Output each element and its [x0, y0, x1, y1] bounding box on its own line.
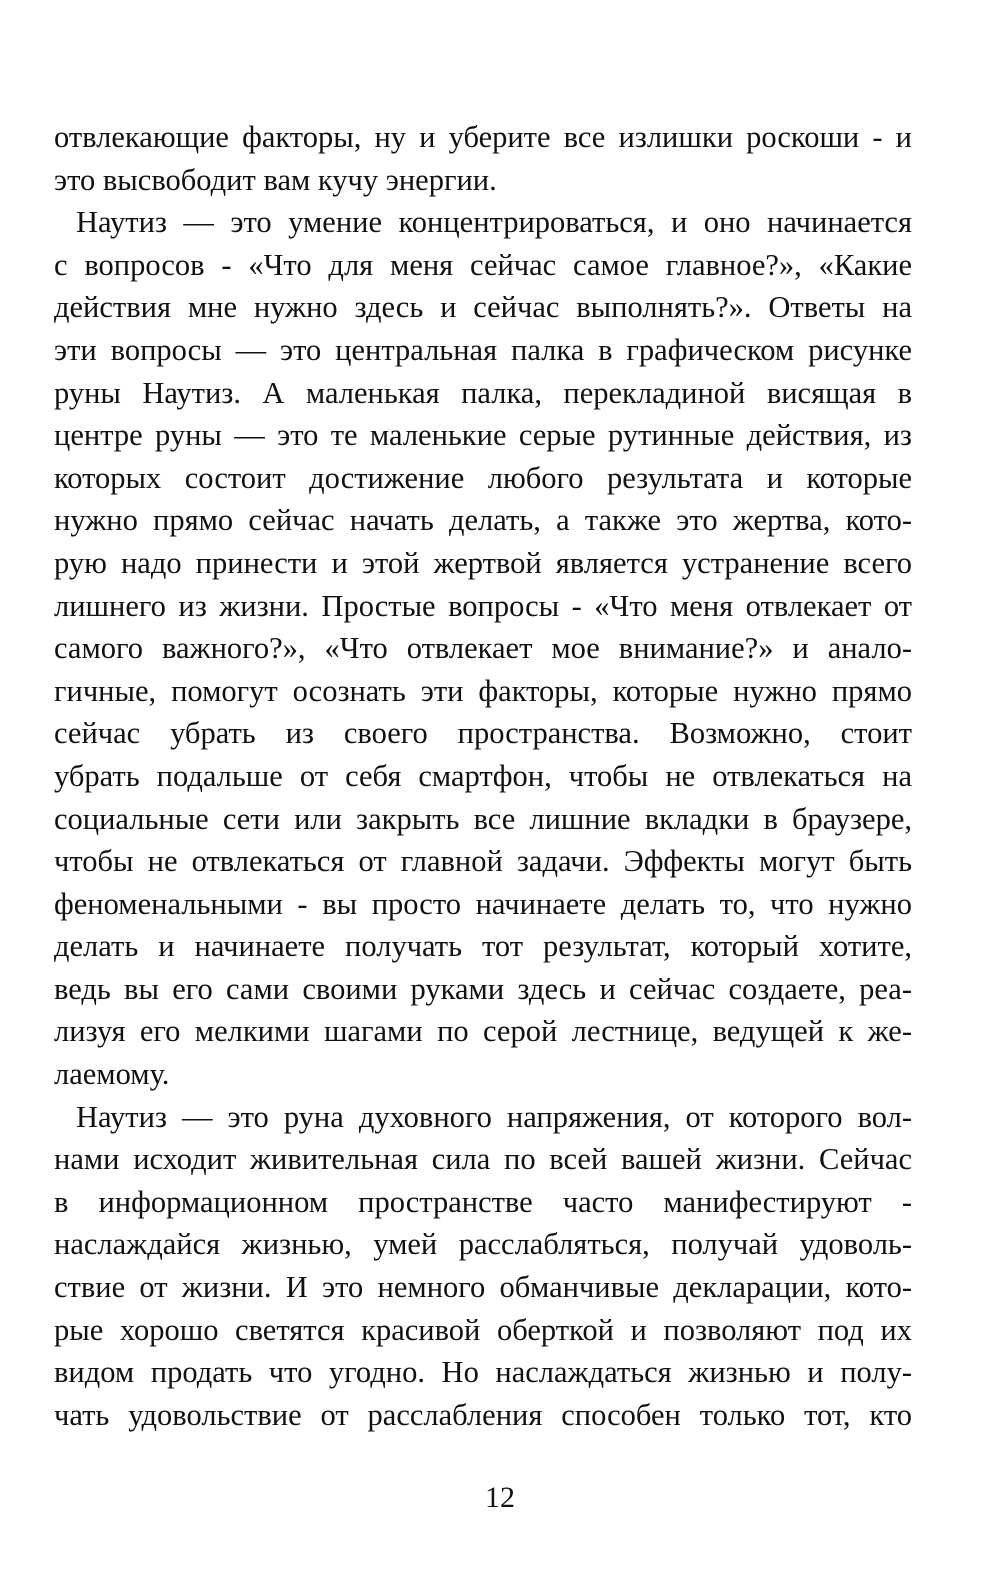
text-line: убрать подальше от себя смартфон, чтобы не отвлекаться на — [54, 758, 912, 793]
text-line: гичные, помогут осознать эти факторы, которые нужно прямо — [54, 673, 912, 708]
text-line: отвлекающие факторы, ну и уберите все излишки роскоши - и — [54, 120, 912, 154]
text-line: ведь вы его сами своими руками здесь и сейчас создаете, реа- — [54, 971, 912, 1006]
text-line: социальные сети или закрыть все лишние вкладки в браузере, — [54, 801, 912, 836]
text-line: которых состоит достижение любого результата и которые — [54, 460, 912, 495]
text-line: делать и начинаете получать тот результат, который хотите, — [54, 929, 912, 964]
body-text — [54, 116, 912, 1436]
text-line: наслаждайся жизнью, умей расслабляться, получай удоволь- — [54, 1227, 912, 1262]
text-line: руны Наутиз. А маленькая палка, перекладиной висящая в — [54, 375, 912, 410]
text-line: Наутиз — это умение концентрироваться, и оно начинается — [76, 205, 912, 240]
text-line: лизуя его мелкими шагами по серой лестнице, ведущей к же- — [54, 1014, 912, 1049]
text-line: нужно прямо сейчас начать делать, а также это жертва, кото- — [54, 503, 912, 538]
text-line: нами исходит живительная сила по всей вашей жизни. Сейчас — [54, 1142, 912, 1177]
text-line: чтобы не отвлекаться от главной задачи. Эффекты могут быть — [54, 844, 912, 879]
text-line: чать удовольствие от расслабления способен только тот, кто — [54, 1397, 912, 1432]
text-line: феноменальными - вы просто начинаете делать то, что нужно — [54, 886, 912, 921]
text-line: сейчас убрать из своего пространства. Возможно, стоит — [54, 716, 912, 751]
text-line: эти вопросы — это центральная палка в графическом рисунке — [54, 332, 912, 367]
text-line: с вопросов - «Что для меня сейчас самое главное?», «Какие — [54, 247, 912, 282]
text-line: видом продать что угодно. Но наслаждаться жизнью и полу- — [54, 1355, 912, 1390]
text-line: самого важного?», «Что отвлекает мое внимание?» и анало- — [54, 631, 912, 666]
text-line: Наутиз — это руна духовного напряжения, от которого вол- — [76, 1099, 912, 1134]
text-line: ствие от жизни. И это немного обманчивые декларации, кото- — [54, 1270, 912, 1305]
text-line: это высвободит вам кучу энергии. — [54, 162, 497, 197]
text-line: лишнего из жизни. Простые вопросы - «Что меня отвлекает от — [54, 588, 912, 623]
text-line: в информационном пространстве часто манифестируют - — [54, 1184, 912, 1219]
text-line: рые хорошо светятся красивой оберткой и позволяют под их — [54, 1312, 912, 1347]
text-line: центре руны — это те маленькие серые рутинные действия, из — [54, 418, 912, 453]
page-number: 12 — [485, 1481, 515, 1514]
text-line: действия мне нужно здесь и сейчас выполнять?». Ответы на — [54, 290, 912, 325]
text-line: лаемому. — [54, 1057, 170, 1092]
text-line: рую надо принести и этой жертвой является устранение всего — [54, 545, 912, 580]
